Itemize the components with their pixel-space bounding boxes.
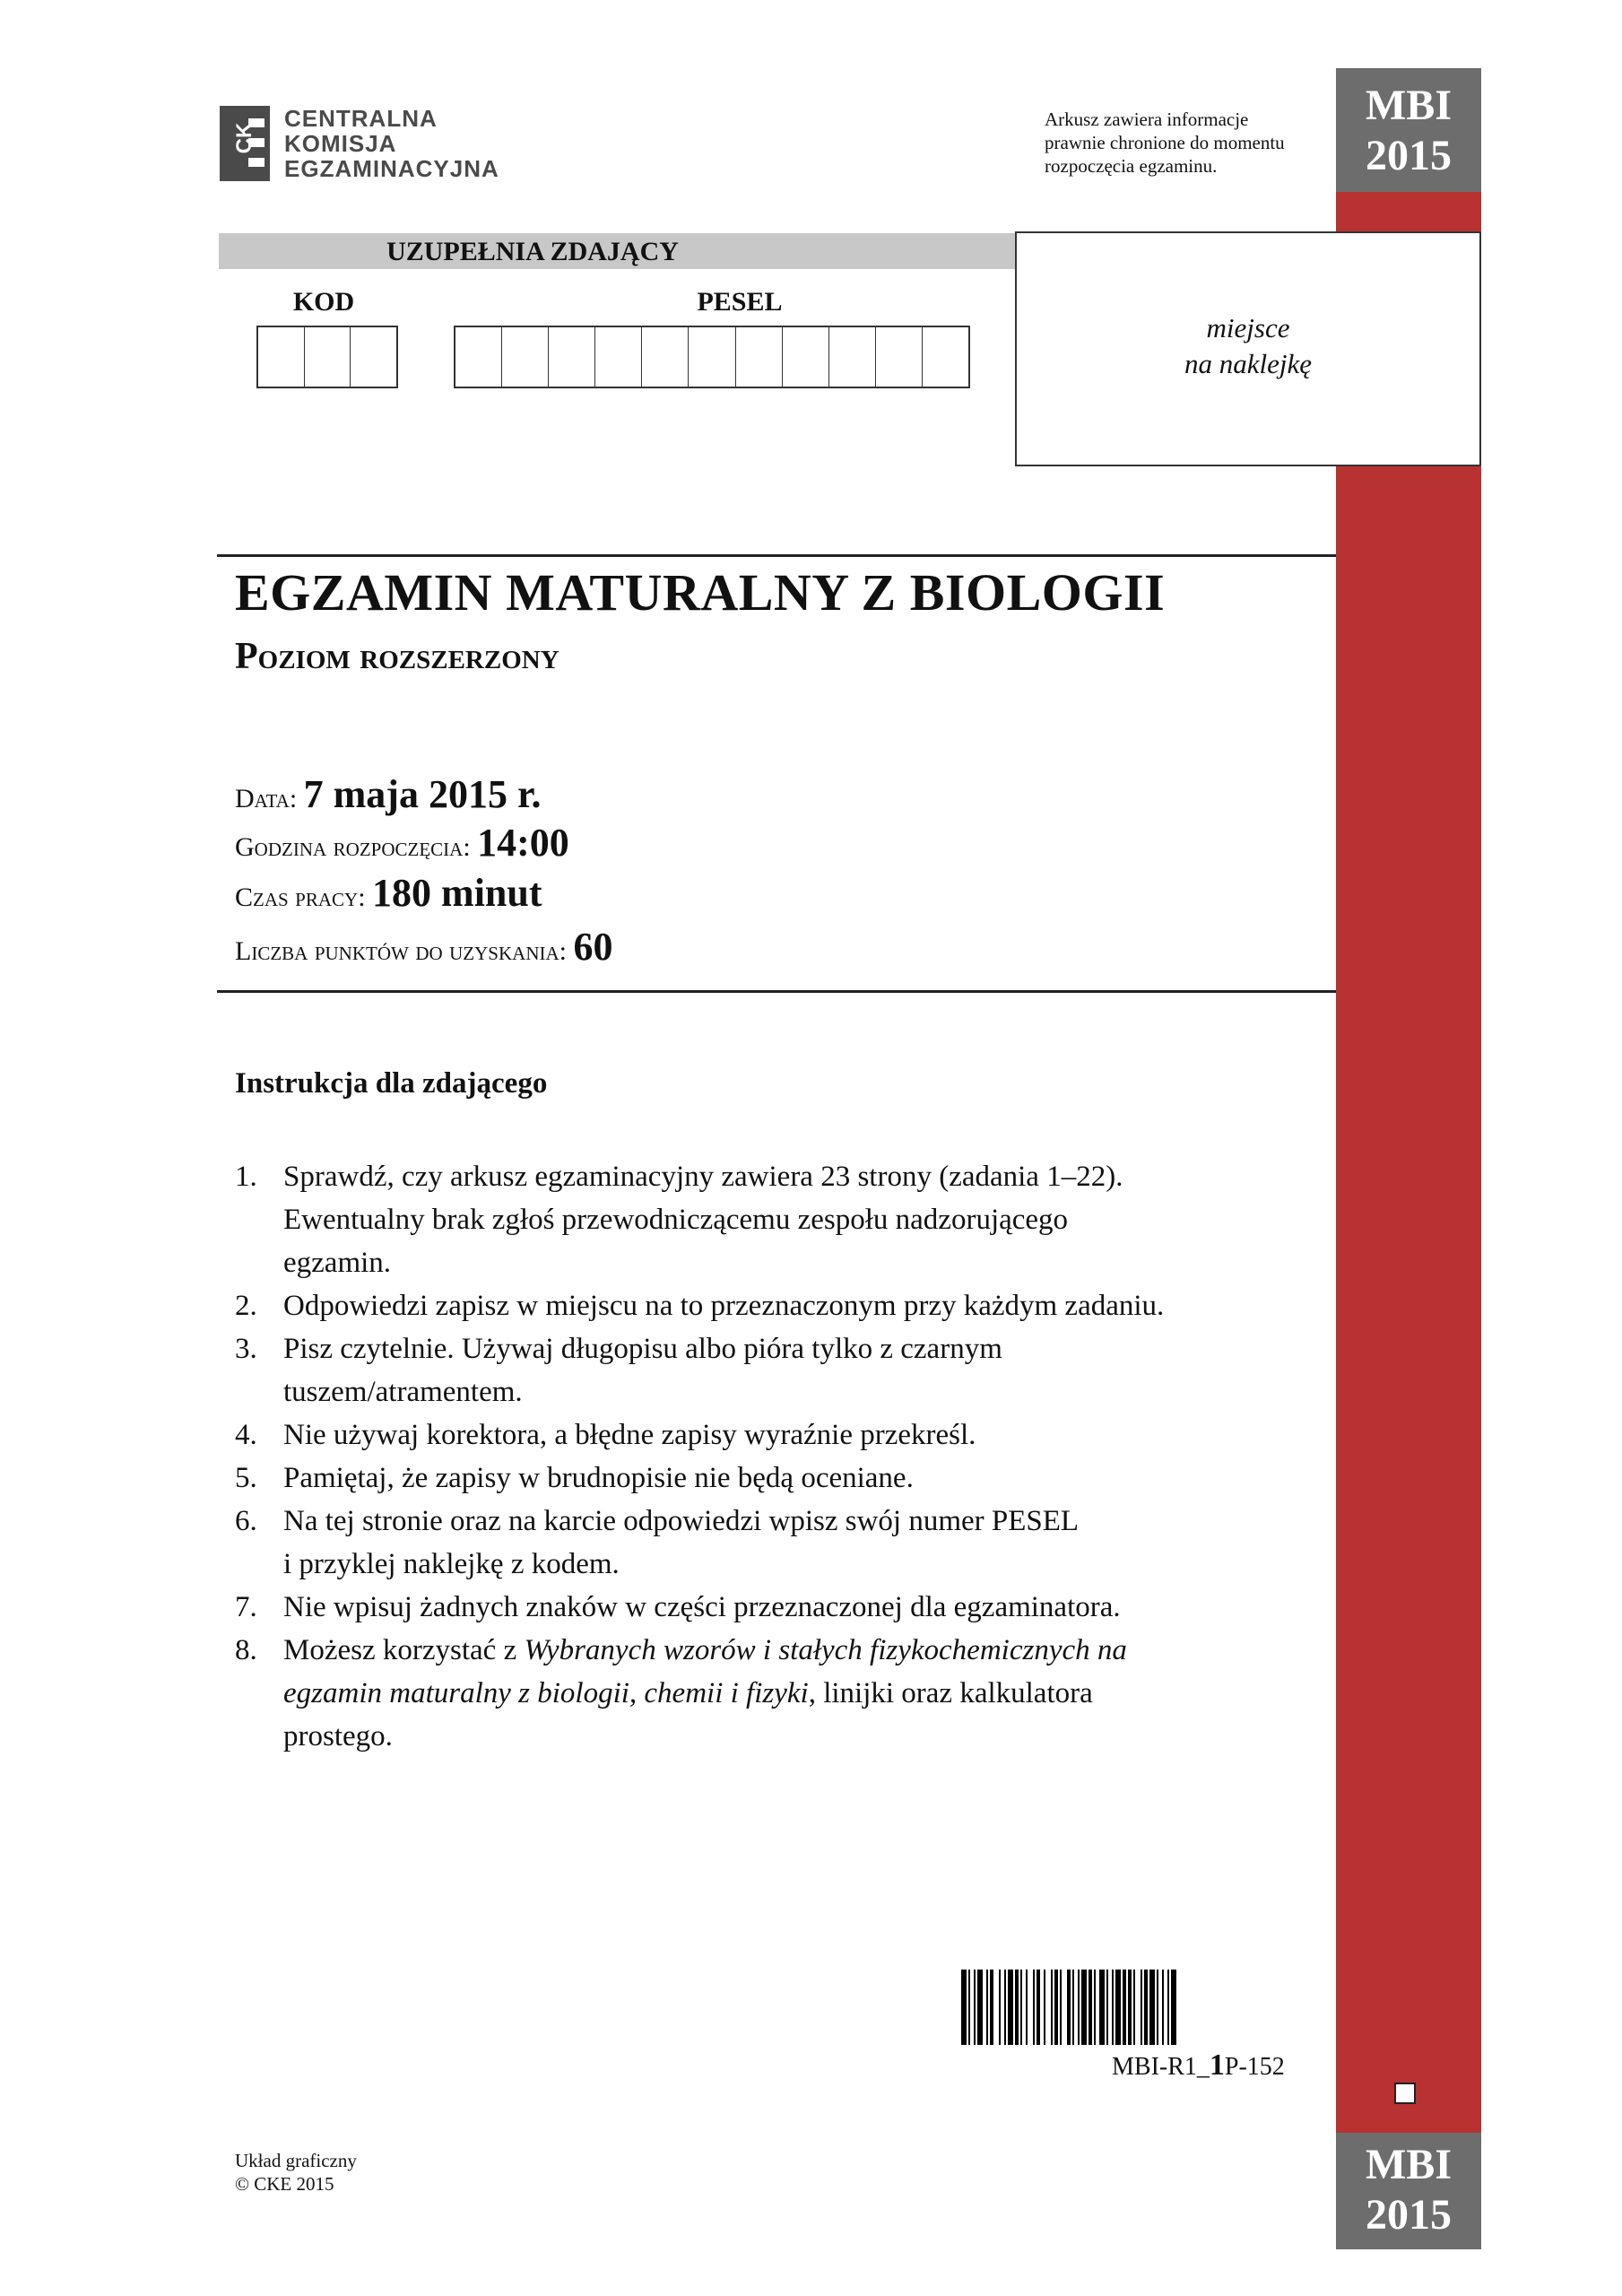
barcode-bar: [1094, 1970, 1096, 2045]
digit-box[interactable]: [829, 327, 876, 387]
barcode-bar: [1033, 1970, 1035, 2045]
barcode-bar: [1044, 1970, 1045, 2045]
digit-box[interactable]: [549, 327, 595, 387]
barcode: [961, 1970, 1300, 2045]
barcode-bar: [1133, 1970, 1135, 2045]
band-top-code: MBI: [1366, 82, 1452, 129]
barcode-bar: [1067, 1970, 1071, 2045]
start-value: 14:00: [477, 821, 569, 865]
barcode-bar: [1037, 1970, 1040, 2045]
notice-line-3: rozpoczęcia egzaminu.: [1045, 155, 1218, 177]
notice-line-2: prawnie chronione do momentu: [1045, 132, 1285, 153]
barcode-bar: [1157, 1970, 1158, 2045]
exam-date: [235, 772, 542, 817]
barcode-bar: [1054, 1970, 1058, 2045]
barcode-bar: [986, 1970, 988, 2045]
barcode-bar: [999, 1970, 1001, 2045]
barcode-bar: [1008, 1970, 1013, 2045]
digit-box[interactable]: [736, 327, 783, 387]
digit-box[interactable]: [258, 327, 305, 387]
barcode-bar: [1051, 1970, 1053, 2045]
date-value: 7 maja 2015 r.: [303, 772, 542, 816]
cke-logo: [220, 106, 542, 181]
barcode-bar: [1171, 1970, 1176, 2045]
exam-points: [235, 925, 613, 970]
barcode-bar: [1099, 1970, 1105, 2045]
barcode-bar: [1026, 1970, 1028, 2045]
kod-input[interactable]: [256, 326, 398, 388]
barcode-bar: [1162, 1970, 1164, 2045]
sticker-line-1: miejsce: [1206, 312, 1290, 344]
barcode-code: MBI-R1_1P-152: [1112, 2048, 1285, 2082]
exam-start: [235, 821, 569, 865]
logo-line-3: EGZAMINACYJNA: [284, 155, 499, 182]
barcode-bar: [1123, 1970, 1126, 2045]
candidate-header: UZUPEŁNIA ZDAJĄCY: [386, 237, 679, 266]
exam-level: Poziom rozszerzony: [235, 636, 559, 677]
footer-layout: Układ graficzny: [235, 2150, 357, 2171]
duration-value: 180 minut: [372, 871, 542, 915]
barcode-bar: [1004, 1970, 1006, 2045]
barcode-bar: [1106, 1970, 1108, 2045]
instruction-item: 4. Nie używaj korektora, a błędne zapisy wyraźnie przekreśl.: [235, 1419, 976, 1451]
instruction-item: 6. Na tej stronie oraz na karcie odpowiedzi wpisz swój numer PESEL i przyklej naklejkę z kodem.: [235, 1505, 1080, 1580]
digit-box[interactable]: [595, 327, 642, 387]
footer: [235, 2149, 357, 2196]
logo-line-1: CENTRALNA: [284, 105, 438, 132]
barcode-bar: [1078, 1970, 1080, 2045]
date-label: Data:: [235, 784, 298, 813]
examiner-checkbox: [1394, 2083, 1416, 2104]
side-band-top: [1336, 68, 1481, 192]
logo-line-2: KOMISJA: [284, 130, 397, 157]
digit-box[interactable]: [923, 327, 968, 387]
points-label: Liczba punktów do uzyskania:: [235, 936, 567, 966]
digit-box[interactable]: [502, 327, 549, 387]
barcode-bar: [961, 1970, 967, 2045]
side-band-bottom: [1336, 2133, 1481, 2249]
barcode-bar: [1115, 1970, 1121, 2045]
barcode-bar: [977, 1970, 983, 2045]
instructions-list: [235, 1155, 1311, 1758]
exam-duration: [235, 871, 542, 916]
instructions-heading: Instrukcja dla zdającego: [235, 1067, 548, 1100]
footer-copyright: © CKE 2015: [235, 2173, 334, 2195]
barcode-bar: [1072, 1970, 1074, 2045]
barcode-bar: [990, 1970, 993, 2045]
barcode-bar: [1015, 1970, 1019, 2045]
band-bottom-code: MBI: [1366, 2141, 1452, 2188]
digit-box[interactable]: [642, 327, 689, 387]
sticker-line-2: na naklejkę: [1184, 348, 1312, 379]
barcode-bar: [968, 1970, 970, 2045]
confidentiality-notice: [1045, 108, 1331, 178]
notice-line-1: Arkusz zawiera informacje: [1045, 109, 1249, 130]
band-bottom-year: 2015: [1366, 2191, 1452, 2239]
barcode-bar: [1141, 1970, 1142, 2045]
barcode-bar: [1149, 1970, 1155, 2045]
instruction-item: 2. Odpowiedzi zapisz w miejscu na to przeznaczonym przy każdym zadaniu.: [235, 1290, 1165, 1322]
instruction-item: 1. Sprawdź, czy arkusz egzaminacyjny zawiera 23 strony (zadania 1–22). Ewentualny brak zgłoś przewodniczącemu zespołu nadzorującego egzamin.: [235, 1161, 1123, 1279]
points-value: 60: [573, 925, 613, 969]
logo-text: [284, 106, 499, 181]
barcode-bar: [1060, 1970, 1062, 2045]
pesel-label: PESEL: [697, 287, 783, 317]
pesel-input[interactable]: [454, 326, 970, 388]
instruction-item: 7. Nie wpisuj żadnych znaków w części przeznaczonej dla egzaminatora.: [235, 1591, 1121, 1623]
digit-box[interactable]: [305, 327, 351, 387]
divider-top: [217, 554, 1336, 557]
exam-title: EGZAMIN MATURALNY Z BIOLOGII: [235, 563, 1166, 622]
sticker-area: [1015, 231, 1481, 466]
kod-label: KOD: [292, 287, 355, 317]
sticker-text: [1017, 310, 1479, 382]
barcode-bar: [1081, 1970, 1087, 2045]
digit-box[interactable]: [876, 327, 923, 387]
logo-mark-text: CK: [232, 122, 256, 154]
barcode-bar: [1020, 1970, 1022, 2045]
digit-box[interactable]: [783, 327, 829, 387]
start-label: Godzina rozpoczęcia:: [235, 832, 471, 862]
barcode-bar: [1128, 1970, 1132, 2045]
instruction-item: 3. Pisz czytelnie. Używaj długopisu albo pióra tylko z czarnym tuszem/atramentem.: [235, 1333, 1002, 1408]
band-top-year: 2015: [1366, 132, 1452, 179]
digit-box[interactable]: [351, 327, 396, 387]
barcode-bar: [1112, 1970, 1114, 2045]
digit-box[interactable]: [455, 327, 502, 387]
barcode-bar: [1144, 1970, 1148, 2045]
barcode-bar: [1167, 1970, 1169, 2045]
divider-bottom: [217, 990, 1336, 993]
digit-box[interactable]: [689, 327, 735, 387]
duration-label: Czas pracy:: [235, 883, 366, 912]
cke-logo-mark: [220, 106, 270, 181]
barcode-bar: [974, 1970, 976, 2045]
barcode-bar: [1089, 1970, 1092, 2045]
side-band-red: [1336, 192, 1481, 2133]
instruction-item: 5. Pamiętaj, że zapisy w brudnopisie nie będą oceniane.: [235, 1462, 914, 1494]
instruction-item: 8. Możesz korzystać z Wybranych wzorów i stałych fizykochemicznych na egzamin maturalny z biologii, chemii i fizyki, linijki oraz kalkulatora prostego.: [235, 1634, 1127, 1752]
